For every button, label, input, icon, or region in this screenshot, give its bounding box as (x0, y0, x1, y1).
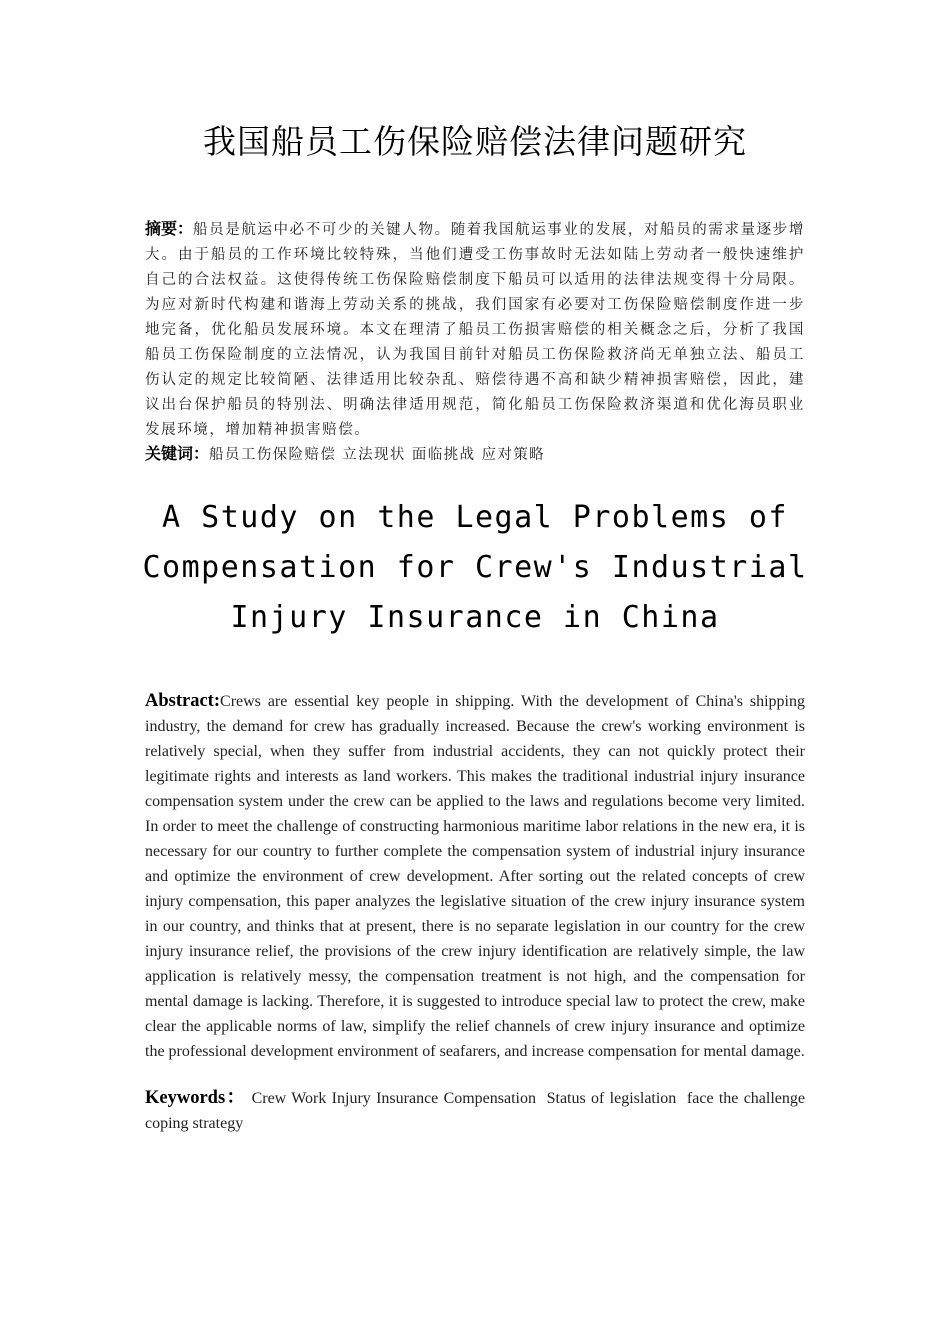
chinese-abstract (145, 216, 805, 443)
english-keywords (145, 1086, 813, 1136)
english-abstract-label: Abstract: (145, 691, 221, 711)
english-abstract (145, 689, 805, 1064)
chinese-abstract-text: 船员是航运中必不可少的关键人物。随着我国航运事业的发展，对船员的需求量逐步增大。由于船员的工作环境比较特殊，当他们遭受工伤事故时无法如陆上劳动者一般快速维护自己的合法权益。这使得传统工伤保险赔偿制度下船员可以适用的法律法规变得十分局限。为应对新时代构建和谐海上劳动关系的挑战，我们国家有必要对工伤保险赔偿制度作进一步地完备，优化船员发展环境。本文在理清了船员工伤损害赔偿的相关概念之后，分析了我国船员工伤保险制度的立法情况，认为我国目前针对船员工伤保险救济尚无单独立法、船员工伤认定的规定比较简陋、法律适用比较杂乱、赔偿待遇不高和缺少精神损害赔偿，因此，建议出台保护船员的特别法、明确法律适用规范，简化船员工伤保险救济渠道和优化海员职业发展环境，增加精神损害赔偿。 (145, 222, 805, 438)
chinese-keywords-text: 船员工伤保险赔偿 立法现状 面临挑战 应对策略 (209, 447, 546, 463)
english-keywords-text: Crew Work Injury Insurance Compensation Status of legislation face the challenge coping strategy (145, 1090, 813, 1132)
english-keywords-label: Keywords： (145, 1088, 247, 1108)
chinese-keywords-label: 关键词： (145, 444, 210, 463)
english-abstract-text: Crews are essential key people in shipping. With the development of China's shipping industry, the demand for crew has gradually increased. Because the crew's working environment is relatively special, when they suffer from industrial accidents, they can not quickly protect their legitimate rights and interests as land workers. This makes the traditional industrial injury insurance compensation system under the crew can be applied to the laws and regulations become very limited. In order to meet the challenge of constructing harmonious maritime labor relations in the new era, it is necessary for our country to further complete the compensation system of industrial injury insurance and optimize the environment of crew development. After sorting out the related concepts of crew injury compensation, this paper analyzes the legislative situation of the crew injury insurance system in our country, and thinks that at present, there is no separate legislation in our country for the crew injury insurance relief, the provisions of the crew injury identification are relatively simple, the law application is relatively messy, the compensation treatment is not high, and the compensation for mental damage is lacking. Therefore, it is suggested to introduce special law to protect the crew, make clear the applicable norms of law, simplify the relief channels of crew injury insurance and optimize the professional development environment of seafarers, and increase compensation for mental damage. (145, 693, 805, 1060)
english-title: A Study on the Legal Problems of Compensation for Crew's Industrial Injury Insurance in China (142, 500, 808, 635)
chinese-title: 我国船员工伤保险赔偿法律问题研究 (203, 122, 747, 161)
chinese-keywords (145, 441, 805, 468)
chinese-abstract-label: 摘要： (145, 219, 194, 238)
